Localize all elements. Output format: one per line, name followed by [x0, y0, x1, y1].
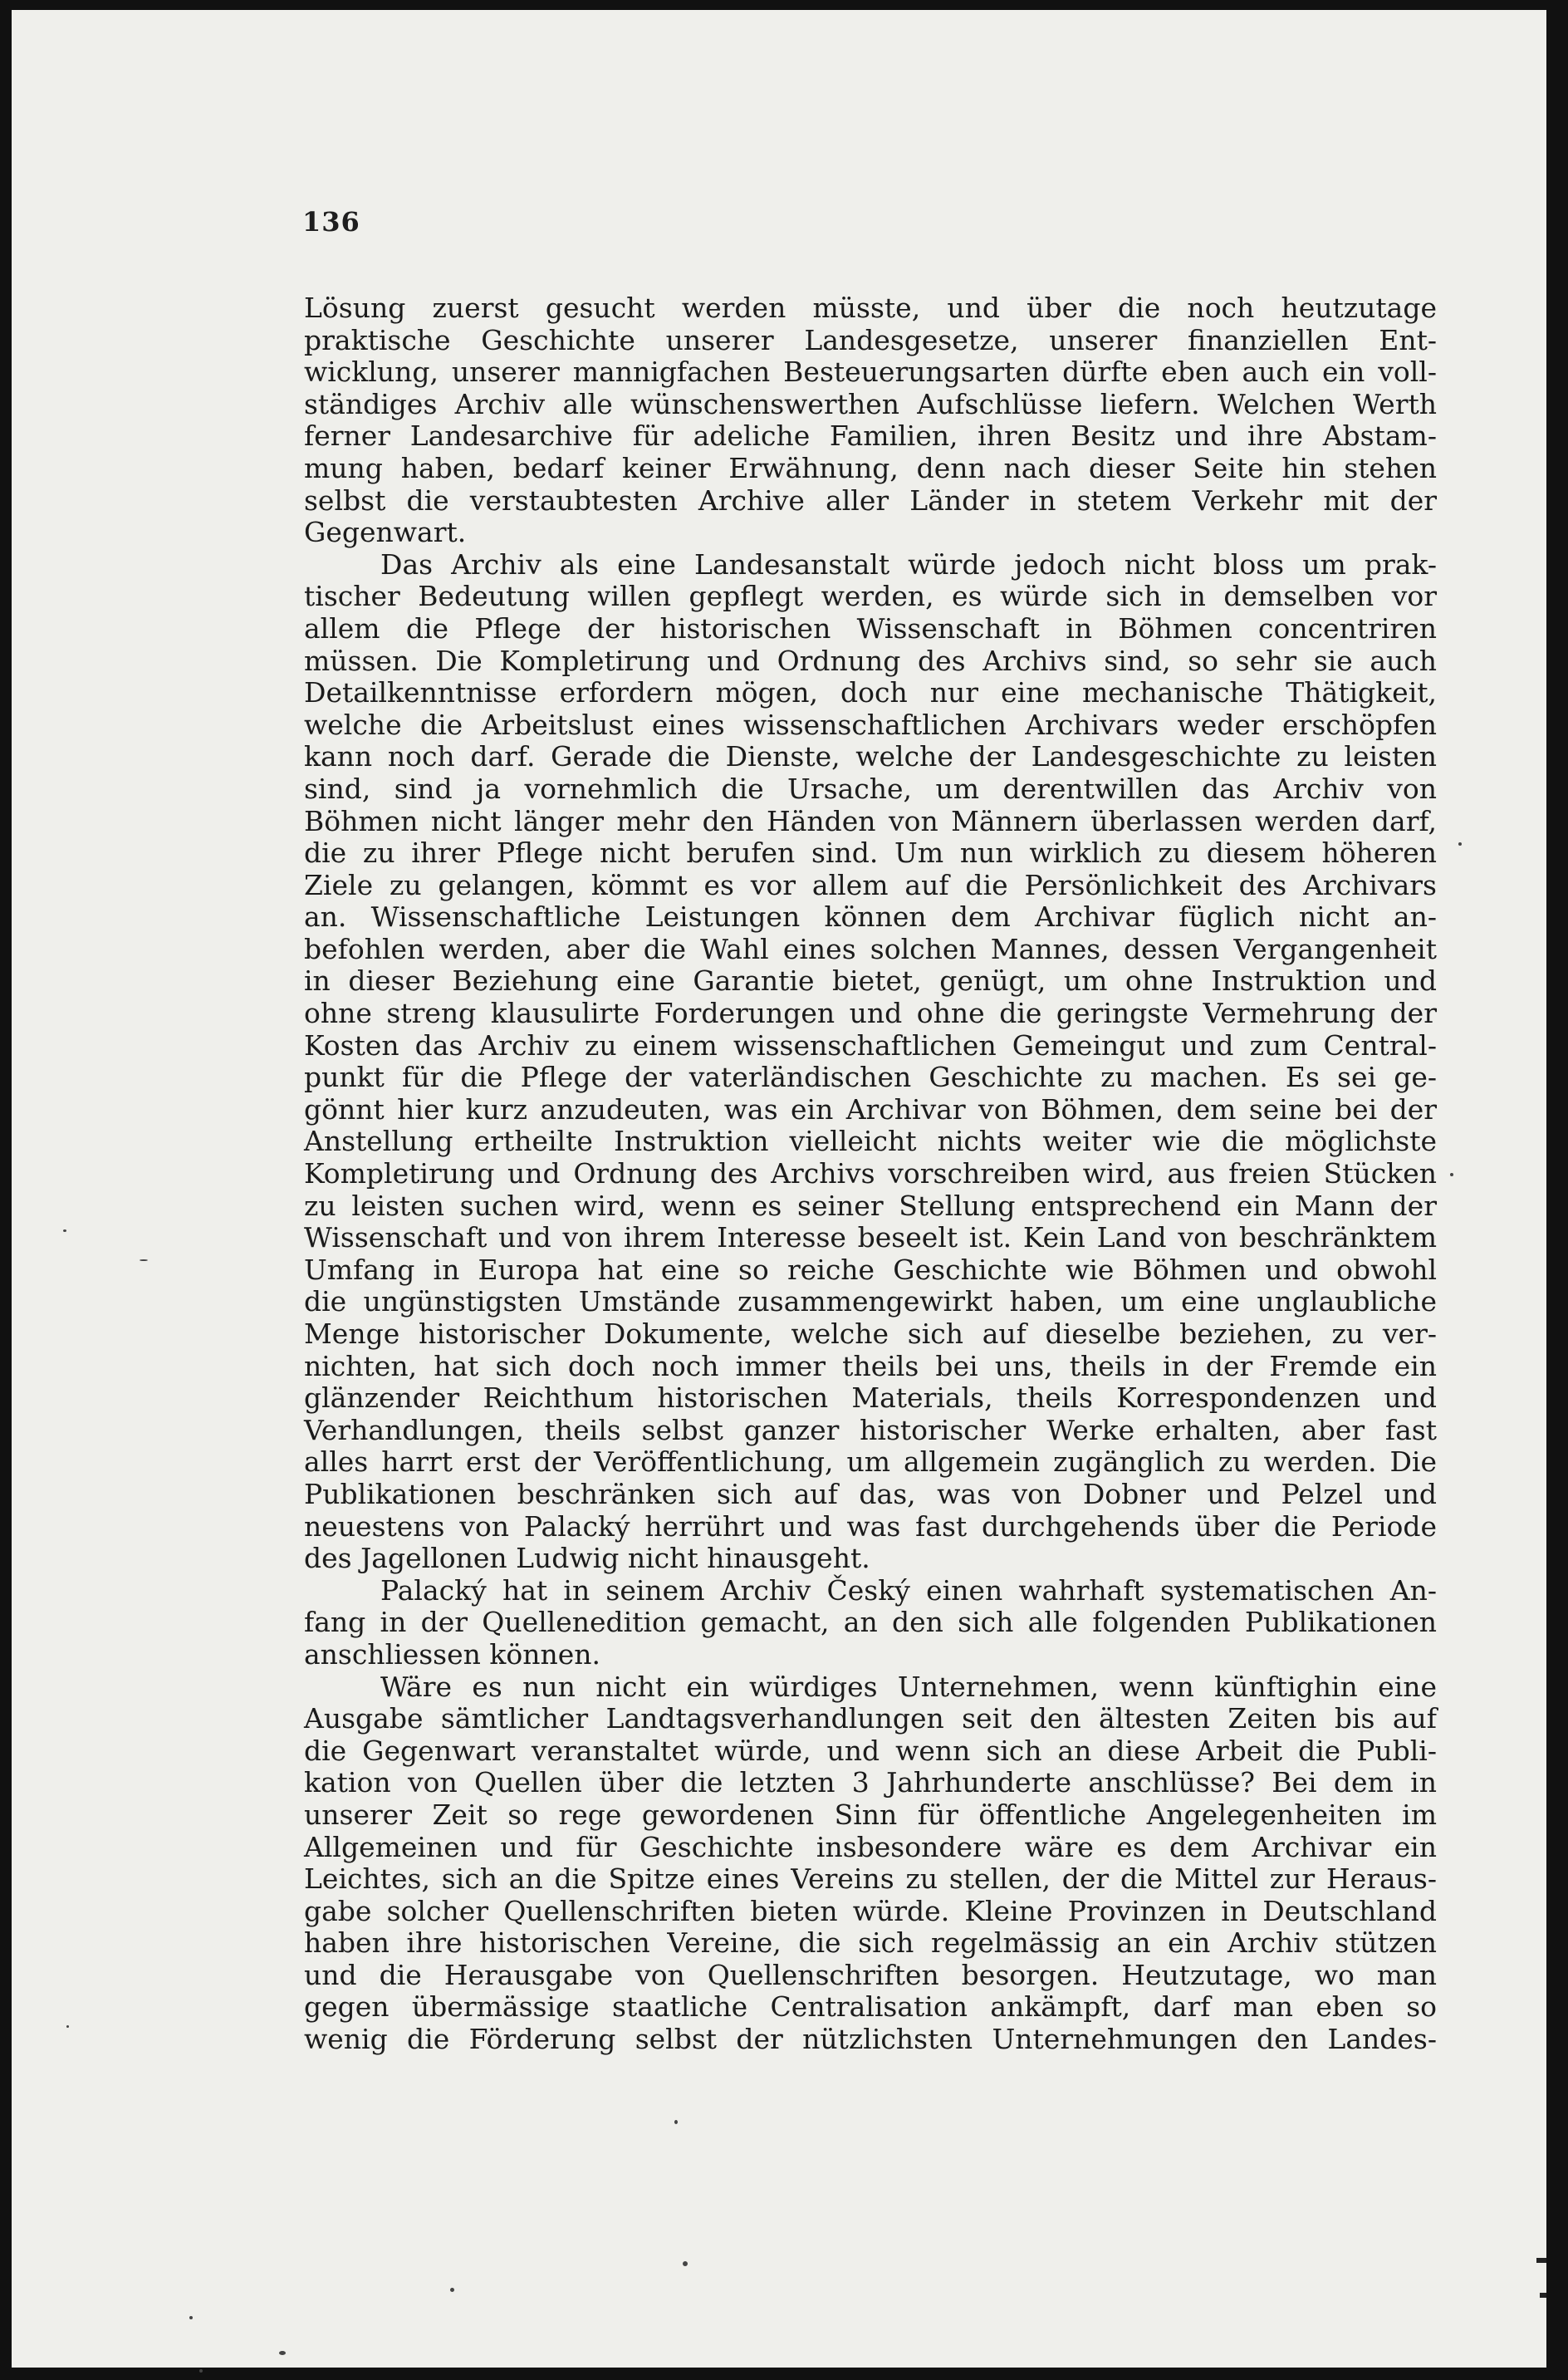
- text-line: befohlen werden, aber die Wahl eines solchen Mannes, dessen Vergangenheit: [304, 932, 1437, 965]
- text-line: Umfang in Europa hat eine so reiche Geschichte wie Böhmen und obwohl: [304, 1253, 1437, 1286]
- text-line: in dieser Beziehung eine Garantie bietet, genügt, um ohne Instruktion und: [304, 964, 1437, 998]
- text-line: Anstellung ertheilte Instruktion vielleicht nichts weiter wie die möglichste: [304, 1125, 1437, 1158]
- text-line: ständiges Archiv alle wünschenswerthen Aufschlüsse liefern. Welchen Werth: [304, 387, 1437, 420]
- text-line: an. Wissenschaftliche Leistungen können dem Archivar füglich nicht an-: [304, 900, 1437, 934]
- text-line: Wissenschaft und von ihrem Interesse beseelt ist. Kein Land von beschränktem: [304, 1221, 1437, 1254]
- text-line: nichten, hat sich doch noch immer theils bei uns, theils in der Fremde ein: [304, 1349, 1437, 1382]
- scan-speck: [279, 2351, 286, 2355]
- text-line: mung haben, bedarf keiner Erwähnung, denn nach dieser Seite hin stehen: [304, 451, 1437, 484]
- text-line: die zu ihrer Pflege nicht berufen sind. Um nun wirklich zu diesem höheren: [304, 837, 1437, 870]
- text-line: die Gegenwart veranstaltet würde, und wenn sich an diese Arbeit die Publi-: [304, 1734, 1437, 1767]
- text-line: Kosten das Archiv zu einem wissenschaftlichen Gemeingut und zum Central-: [304, 1028, 1437, 1062]
- text-line: praktische Geschichte unserer Landesgesetze, unserer finanziellen Ent-: [304, 323, 1437, 356]
- scan-speck: [140, 1259, 148, 1261]
- text-line: Detailkenntnisse erfordern mögen, doch nur eine mechanische Thätigkeit,: [304, 676, 1437, 709]
- text-line: Verhandlungen, theils selbst ganzer historischer Werke erhalten, aber fast: [304, 1413, 1437, 1446]
- text-line: die ungünstigsten Umstände zusammengewirkt haben, um eine unglaubliche: [304, 1285, 1437, 1318]
- text-line: punkt für die Pflege der vaterländischen Geschichte zu machen. Es sei ge-: [304, 1061, 1437, 1094]
- body-text: [304, 292, 1437, 2056]
- text-line: unserer Zeit so rege gewordenen Sinn für öffentliche Angelegenheiten im: [304, 1798, 1437, 1831]
- text-line: gabe solcher Quellenschriften bieten würde. Kleine Provinzen in Deutschland: [304, 1894, 1437, 1927]
- text-line: tischer Bedeutung willen gepflegt werden, es würde sich in demselben vor: [304, 580, 1437, 613]
- text-line: anschliessen können.: [304, 1637, 601, 1671]
- text-line: Lösung zuerst gesucht werden müsste, und über die noch heutzutage: [304, 292, 1437, 324]
- text-line: Menge historischer Dokumente, welche sich auf dieselbe beziehen, zu ver-: [304, 1318, 1437, 1350]
- text-line: welche die Arbeitslust eines wissenschaftlichen Archivars weder erschöpfen: [304, 708, 1437, 741]
- scan-speck: [683, 2261, 688, 2266]
- text-line: Ausgabe sämtlicher Landtagsverhandlungen seit den ältesten Zeiten bis auf: [304, 1702, 1437, 1735]
- text-line: fang in der Quellenedition gemacht, an den sich alle folgenden Publikationen: [304, 1606, 1437, 1639]
- scan-speck: [450, 2288, 454, 2292]
- text-line: Ziele zu gelangen, kömmt es vor allem auf die Persönlichkeit des Archivars: [304, 868, 1437, 901]
- text-line: gönnt hier kurz anzudeuten, was ein Archivar von Böhmen, dem seine bei der: [304, 1092, 1437, 1126]
- text-line: allem die Pflege der historischen Wissenschaft in Böhmen concentriren: [304, 611, 1437, 645]
- text-line: Böhmen nicht länger mehr den Händen von Männern überlassen werden darf,: [304, 804, 1437, 837]
- scan-speck: [1450, 1173, 1453, 1176]
- text-line: des Jagellonen Ludwig nicht hinausgeht.: [304, 1542, 870, 1575]
- text-line: haben ihre historischen Vereine, die sich regelmässig an ein Archiv stützen: [304, 1926, 1437, 1960]
- text-line: kann noch darf. Gerade die Dienste, welche der Landesgeschichte zu leisten: [304, 740, 1437, 773]
- scan-speck: [1458, 842, 1462, 846]
- text-line: Palacký hat in seinem Archiv Český einen wahrhaft systematischen An-: [380, 1573, 1437, 1607]
- edge-mark: [1540, 2293, 1546, 2298]
- text-line: wenig die Förderung selbst der nützlichsten Unternehmungen den Landes-: [304, 2023, 1437, 2056]
- text-line: selbst die verstaubtesten Archive aller Länder in stetem Verkehr mit der: [304, 483, 1437, 517]
- text-line: wicklung, unserer mannigfachen Besteuerungsarten dürfte eben auch ein voll-: [304, 356, 1437, 389]
- text-line: alles harrt erst der Veröffentlichung, um allgemein zugänglich zu werden. Die: [304, 1445, 1437, 1479]
- text-line: kation von Quellen über die letzten 3 Jahrhunderte anschlüsse? Bei dem in: [304, 1766, 1437, 1799]
- text-line: und die Herausgabe von Quellenschriften besorgen. Heutzutage, wo man: [304, 1958, 1437, 1991]
- text-line: sind, sind ja vornehmlich die Ursache, um derentwillen das Archiv von: [304, 772, 1437, 805]
- text-line: ferner Landesarchive für adeliche Familien, ihren Besitz und ihre Abstam-: [304, 420, 1437, 453]
- text-line: ohne streng klausulirte Forderungen und ohne die geringste Vermehrung der: [304, 997, 1437, 1030]
- text-line: Publikationen beschränken sich auf das, was von Dobner und Pelzel und: [304, 1477, 1437, 1510]
- text-line: Allgemeinen und für Geschichte insbesondere wäre es dem Archivar ein: [304, 1830, 1437, 1863]
- scan-speck: [674, 2120, 678, 2124]
- edge-mark: [1536, 2258, 1546, 2263]
- page-number: 136: [302, 206, 360, 238]
- text-line: Wäre es nun nicht ein würdiges Unternehmen, wenn künftighin eine: [380, 1670, 1437, 1703]
- text-line: Das Archiv als eine Landesanstalt würde jedoch nicht bloss um prak-: [380, 547, 1437, 581]
- scan-speck: [189, 2316, 193, 2319]
- text-line: Gegenwart.: [304, 516, 467, 549]
- scan-speck: [199, 2369, 203, 2373]
- scanned-page: [12, 10, 1546, 2368]
- text-line: Leichtes, sich an die Spitze eines Vereins zu stellen, der die Mittel zur Heraus-: [304, 1862, 1437, 1896]
- text-line: Kompletirung und Ordnung des Archivs vorschreiben wird, aus freien Stücken: [304, 1157, 1437, 1190]
- text-line: müssen. Die Kompletirung und Ordnung des Archivs sind, so sehr sie auch: [304, 644, 1437, 677]
- text-line: glänzender Reichthum historischen Materials, theils Korrespondenzen und: [304, 1381, 1437, 1415]
- text-line: neuestens von Palacký herrührt und was fast durchgehends über die Periode: [304, 1509, 1437, 1543]
- text-line: gegen übermässige staatliche Centralisation ankämpft, darf man eben so: [304, 1990, 1437, 2024]
- scan-speck: [66, 2025, 69, 2028]
- text-line: zu leisten suchen wird, wenn es seiner Stellung entsprechend ein Mann der: [304, 1189, 1437, 1222]
- scan-speck: [63, 1229, 66, 1232]
